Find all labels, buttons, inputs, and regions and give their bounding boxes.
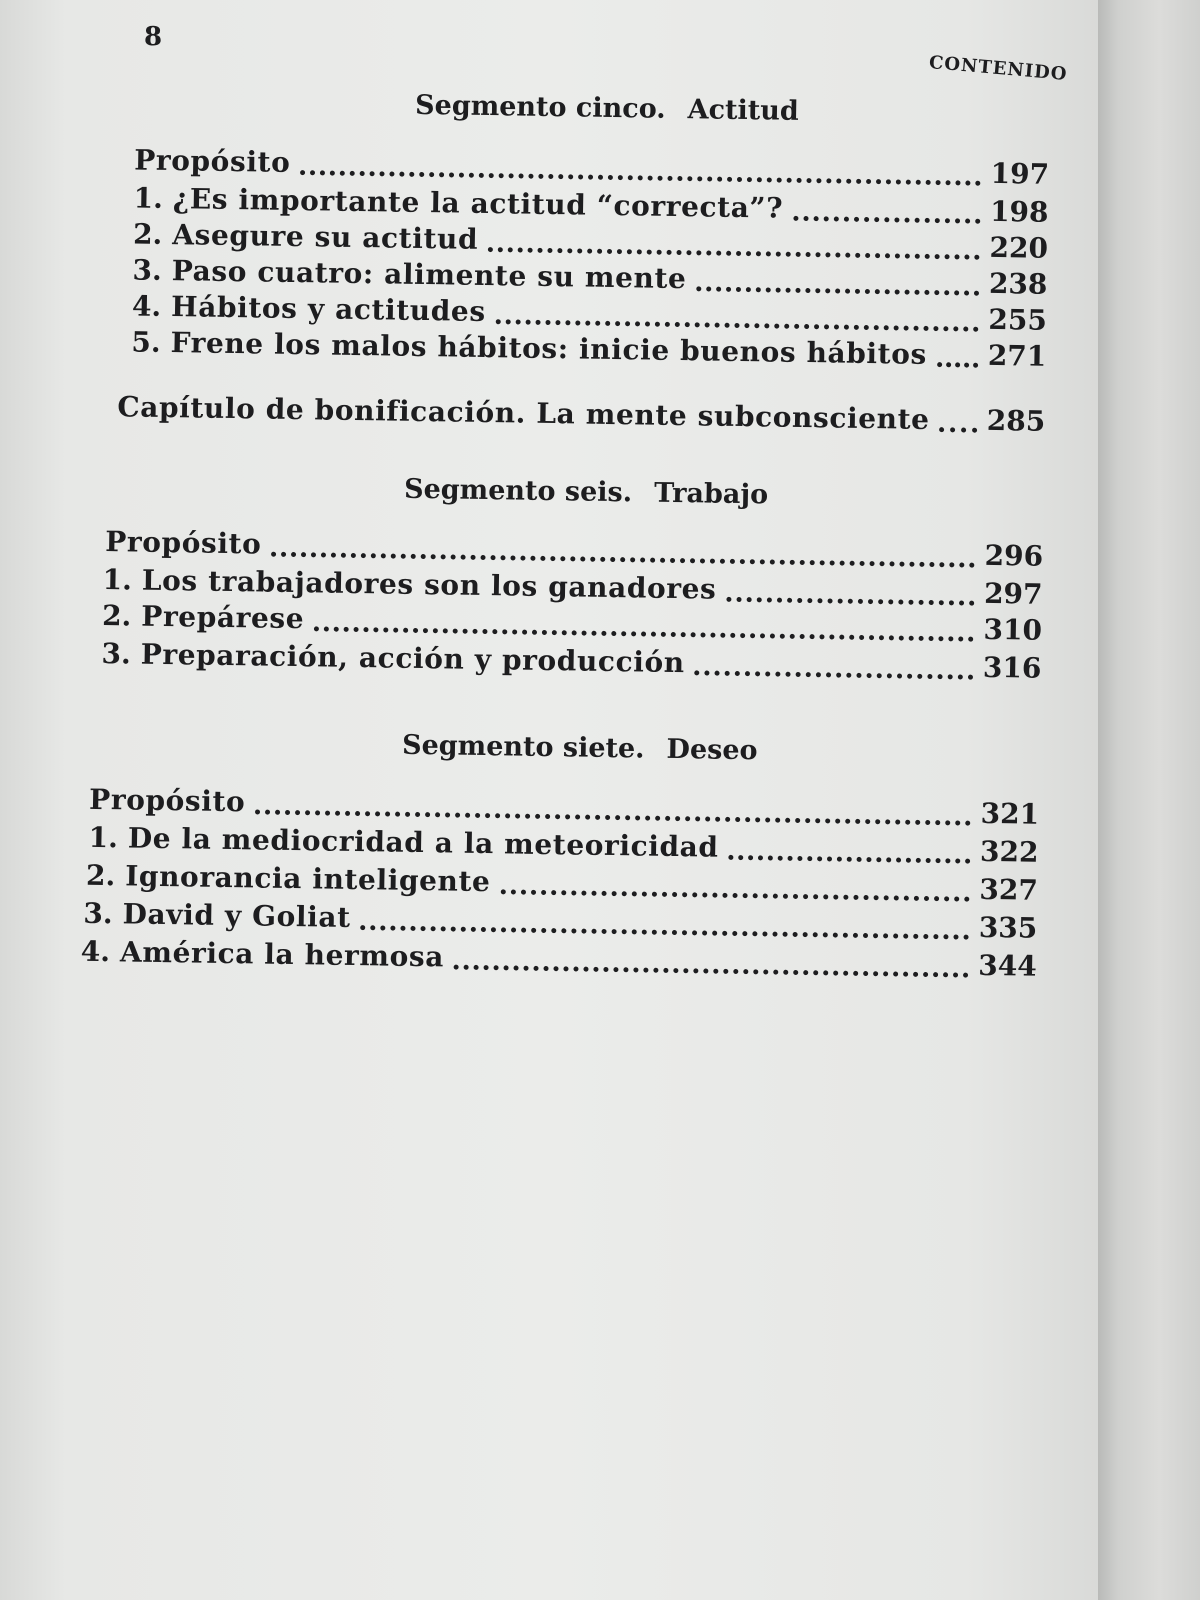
entry-page: 271 xyxy=(987,338,1047,373)
segment-heading xyxy=(415,90,799,127)
dot-leader xyxy=(500,889,969,901)
entry-title: David y Goliat xyxy=(122,897,351,934)
entry-page: 296 xyxy=(984,538,1044,573)
segment-heading-label: Segmento seis. xyxy=(403,473,633,509)
entry-page: 322 xyxy=(979,834,1039,869)
dot-leader xyxy=(488,247,979,260)
entry-title: De la mediocridad a la meteoricidad xyxy=(127,821,719,864)
entry-title: Los trabajadores son los ganadores xyxy=(141,563,717,606)
entry-number: 4. xyxy=(80,934,111,969)
dot-leader xyxy=(793,216,980,224)
segment-heading-label: Segmento cinco. xyxy=(414,89,666,125)
segment-heading-topic: Actitud xyxy=(687,94,799,127)
entry-number: 2. xyxy=(101,599,132,633)
dot-leader xyxy=(496,319,979,332)
segment-heading-topic: Deseo xyxy=(666,733,758,767)
dot-leader xyxy=(695,670,973,679)
segment-heading xyxy=(402,730,758,767)
entry-title: Propósito xyxy=(105,525,262,561)
dot-leader xyxy=(939,427,976,433)
entry-page: 238 xyxy=(988,266,1048,301)
dot-leader xyxy=(454,965,968,978)
dot-leader xyxy=(696,286,979,295)
entry-title: América la hermosa xyxy=(119,935,445,974)
entry-title: Prepárese xyxy=(141,599,305,636)
segment-heading xyxy=(404,474,769,511)
segment-heading-topic: Trabajo xyxy=(653,477,769,511)
entry-title: Propósito xyxy=(133,143,291,179)
segment-heading-label: Segmento siete. xyxy=(401,729,645,765)
entry-title: Capítulo de bonificación. La mente subconsciente xyxy=(117,390,930,436)
dot-leader xyxy=(314,626,973,641)
dot-leader xyxy=(937,362,978,368)
entry-page: 321 xyxy=(980,796,1040,831)
dot-leader xyxy=(300,170,980,186)
entry-number: 4. xyxy=(131,289,162,323)
entry-number: 3. xyxy=(132,253,163,287)
entry-page: 197 xyxy=(990,156,1050,191)
entry-page: 344 xyxy=(977,948,1037,983)
entry-number: 1. xyxy=(133,181,164,215)
entry-title: Hábitos y actitudes xyxy=(170,290,486,329)
entry-page: 316 xyxy=(982,650,1042,685)
entry-title: Propósito xyxy=(88,782,246,819)
entry-page: 310 xyxy=(983,612,1043,647)
entry-title: Ignorancia inteligente xyxy=(124,859,491,899)
entry-title: Paso cuatro: alimente su mente xyxy=(171,254,687,296)
entry-title: Asegure su actitud xyxy=(172,218,479,256)
entry-page: 327 xyxy=(979,872,1039,907)
dot-leader xyxy=(255,809,970,825)
entry-number: 2. xyxy=(85,858,116,893)
entry-title: Preparación, acción y producción xyxy=(140,637,685,680)
entry-page: 297 xyxy=(983,576,1043,611)
dot-leader xyxy=(728,855,970,864)
entry-number: 5. xyxy=(131,325,161,359)
running-head: CONTENIDO xyxy=(928,52,1069,86)
toc-bonus-entry xyxy=(117,390,1045,438)
entry-number: 3. xyxy=(83,896,113,931)
entry-page: 255 xyxy=(988,302,1048,337)
dot-leader xyxy=(360,925,968,940)
entry-number: 3. xyxy=(101,637,131,671)
entry-page: 220 xyxy=(989,230,1049,265)
page-number: 8 xyxy=(144,22,163,52)
dot-leader xyxy=(271,552,974,568)
entry-number: 1. xyxy=(88,820,119,855)
entry-page: 335 xyxy=(978,910,1038,945)
entry-page: 285 xyxy=(986,403,1046,438)
entry-title: Frene los malos hábitos: inicie buenos hábitos xyxy=(170,326,928,371)
dot-leader xyxy=(726,597,974,606)
entry-number: 2. xyxy=(132,217,163,251)
page-edge-shadow xyxy=(1098,0,1200,1600)
entry-number: 1. xyxy=(102,563,133,597)
entry-page: 198 xyxy=(989,194,1049,229)
entry-title: ¿Es importante la actitud “correcta”? xyxy=(172,182,784,225)
